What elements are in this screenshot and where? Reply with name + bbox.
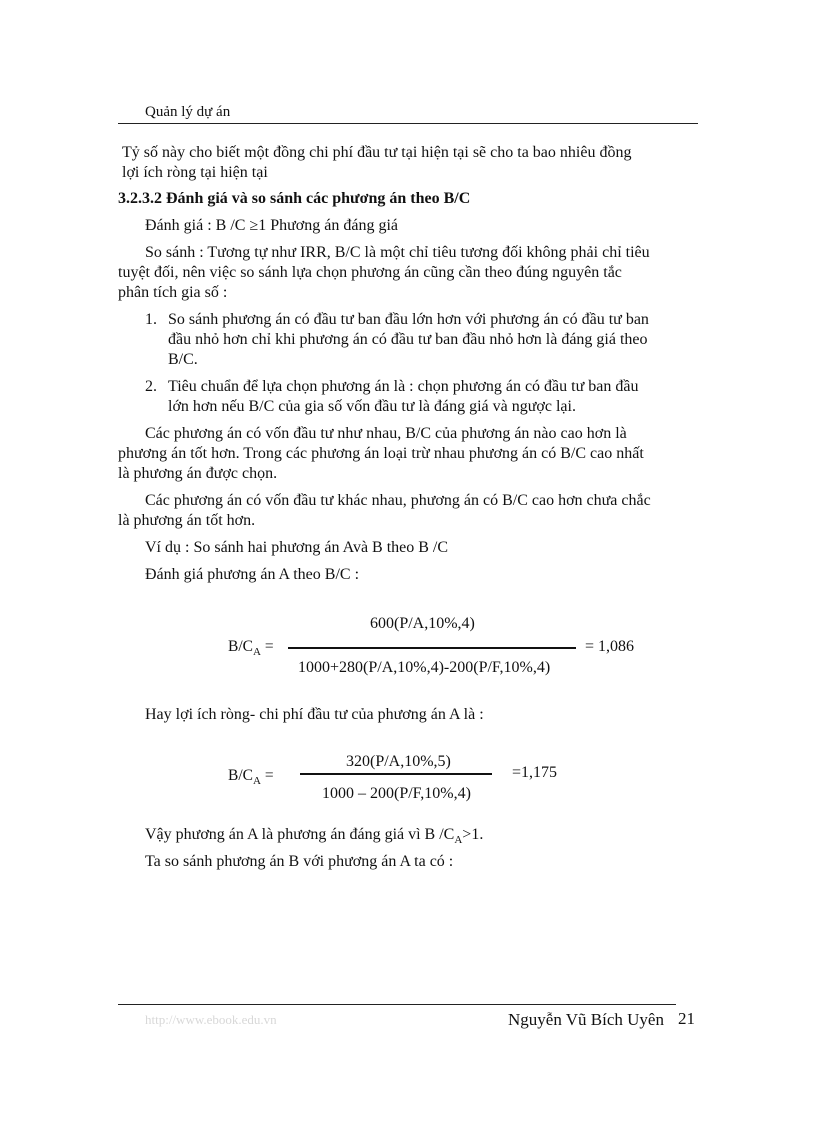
same-capital-line-2: phương án tốt hơn. Trong các phương án loại trừ nhau phương án có B/C cao nhất [118, 445, 644, 462]
list-item-line: So sánh phương án có đầu tư ban đầu lớn hơn với phương án có đầu tư ban [168, 311, 649, 328]
list-item-number: 2. [145, 378, 157, 395]
list-item-line: Tiêu chuẩn để lựa chọn phương án là : chọn phương án có đầu tư ban đầu [168, 378, 639, 395]
compare-line-2: tuyệt đối, nên việc so sánh lựa chọn phương án cũng cần theo đúng nguyên tắc [118, 264, 622, 281]
formula-result: =1,175 [512, 764, 558, 781]
compare-line-3: phân tích gia số : [118, 284, 228, 301]
formula-denominator: 1000+280(P/A,10%,4)-200(P/F,10%,4) [298, 659, 551, 676]
footer-author: Nguyễn Vũ Bích Uyên [508, 1010, 664, 1029]
list-item-line: lớn hơn nếu B/C của gia số vốn đầu tư là đáng giá và ngược lại. [168, 398, 576, 415]
example-line: Ví dụ : So sánh hai phương án Avà B theo B /C [145, 539, 449, 556]
list-item-line: đầu nhỏ hơn chỉ khi phương án có đầu tư ban đầu nhỏ hơn là đáng giá theo [168, 331, 648, 348]
same-capital-line-1: Các phương án có vốn đầu tư như nhau, B/C của phương án nào cao hơn là [145, 425, 627, 442]
fraction-bar [288, 647, 576, 649]
conclusion-line: Vậy phương án A là phương án đáng giá vì B $/C_A>1$. [145, 826, 484, 846]
formula-lhs: $B/C_A$ = [228, 638, 274, 658]
same-capital-line-3: là phương án được chọn. [118, 465, 278, 482]
intro-line-1: Tỷ số này cho biết một đồng chi phí đầu tư tại hiện tại sẽ cho ta bao nhiêu đồng [122, 144, 632, 161]
intro-line-2: lợi ích ròng tại hiện tại [122, 164, 268, 181]
section-heading: 3.2.3.2 Đánh giá và so sánh các phương án theo B/C [118, 190, 471, 207]
compare-b-line: Ta so sánh phương án B với phương án A ta có : [145, 853, 454, 870]
page-number: 21 [678, 1009, 695, 1028]
evaluation-criterion: Đánh giá : B /C ≥1 Phương án đáng giá [145, 217, 398, 234]
formula-lhs: $B/C_A$ = [228, 767, 274, 787]
formula-numerator: 320(P/A,10%,5) [346, 753, 451, 770]
formula-denominator: 1000 – 200(P/F,10%,4) [322, 785, 471, 802]
fraction-bar [300, 773, 492, 775]
header-rule [118, 123, 698, 124]
evaluate-a-line: Đánh giá phương án A theo B/C : [145, 566, 360, 583]
alternative-intro-line: Hay lợi ích ròng- chi phí đầu tư của phương án A là : [145, 706, 484, 723]
compare-line-1: So sánh : Tương tự như IRR, B/C là một chỉ tiêu tương đối không phải chỉ tiêu [145, 244, 650, 261]
formula-numerator: 600(P/A,10%,4) [370, 615, 475, 632]
formula-result: = 1,086 [585, 638, 635, 655]
list-item-line: B/C. [168, 351, 198, 368]
list-item-number: 1. [145, 311, 157, 328]
footer-rule [118, 1004, 676, 1005]
page-header-title: Quản lý dự án [145, 104, 231, 120]
diff-capital-line-2: là phương án tốt hơn. [118, 512, 256, 529]
diff-capital-line-1: Các phương án có vốn đầu tư khác nhau, phương án có B/C cao hơn chưa chắc [145, 492, 651, 509]
footer-url[interactable]: http://www.ebook.edu.vn [145, 1012, 277, 1027]
